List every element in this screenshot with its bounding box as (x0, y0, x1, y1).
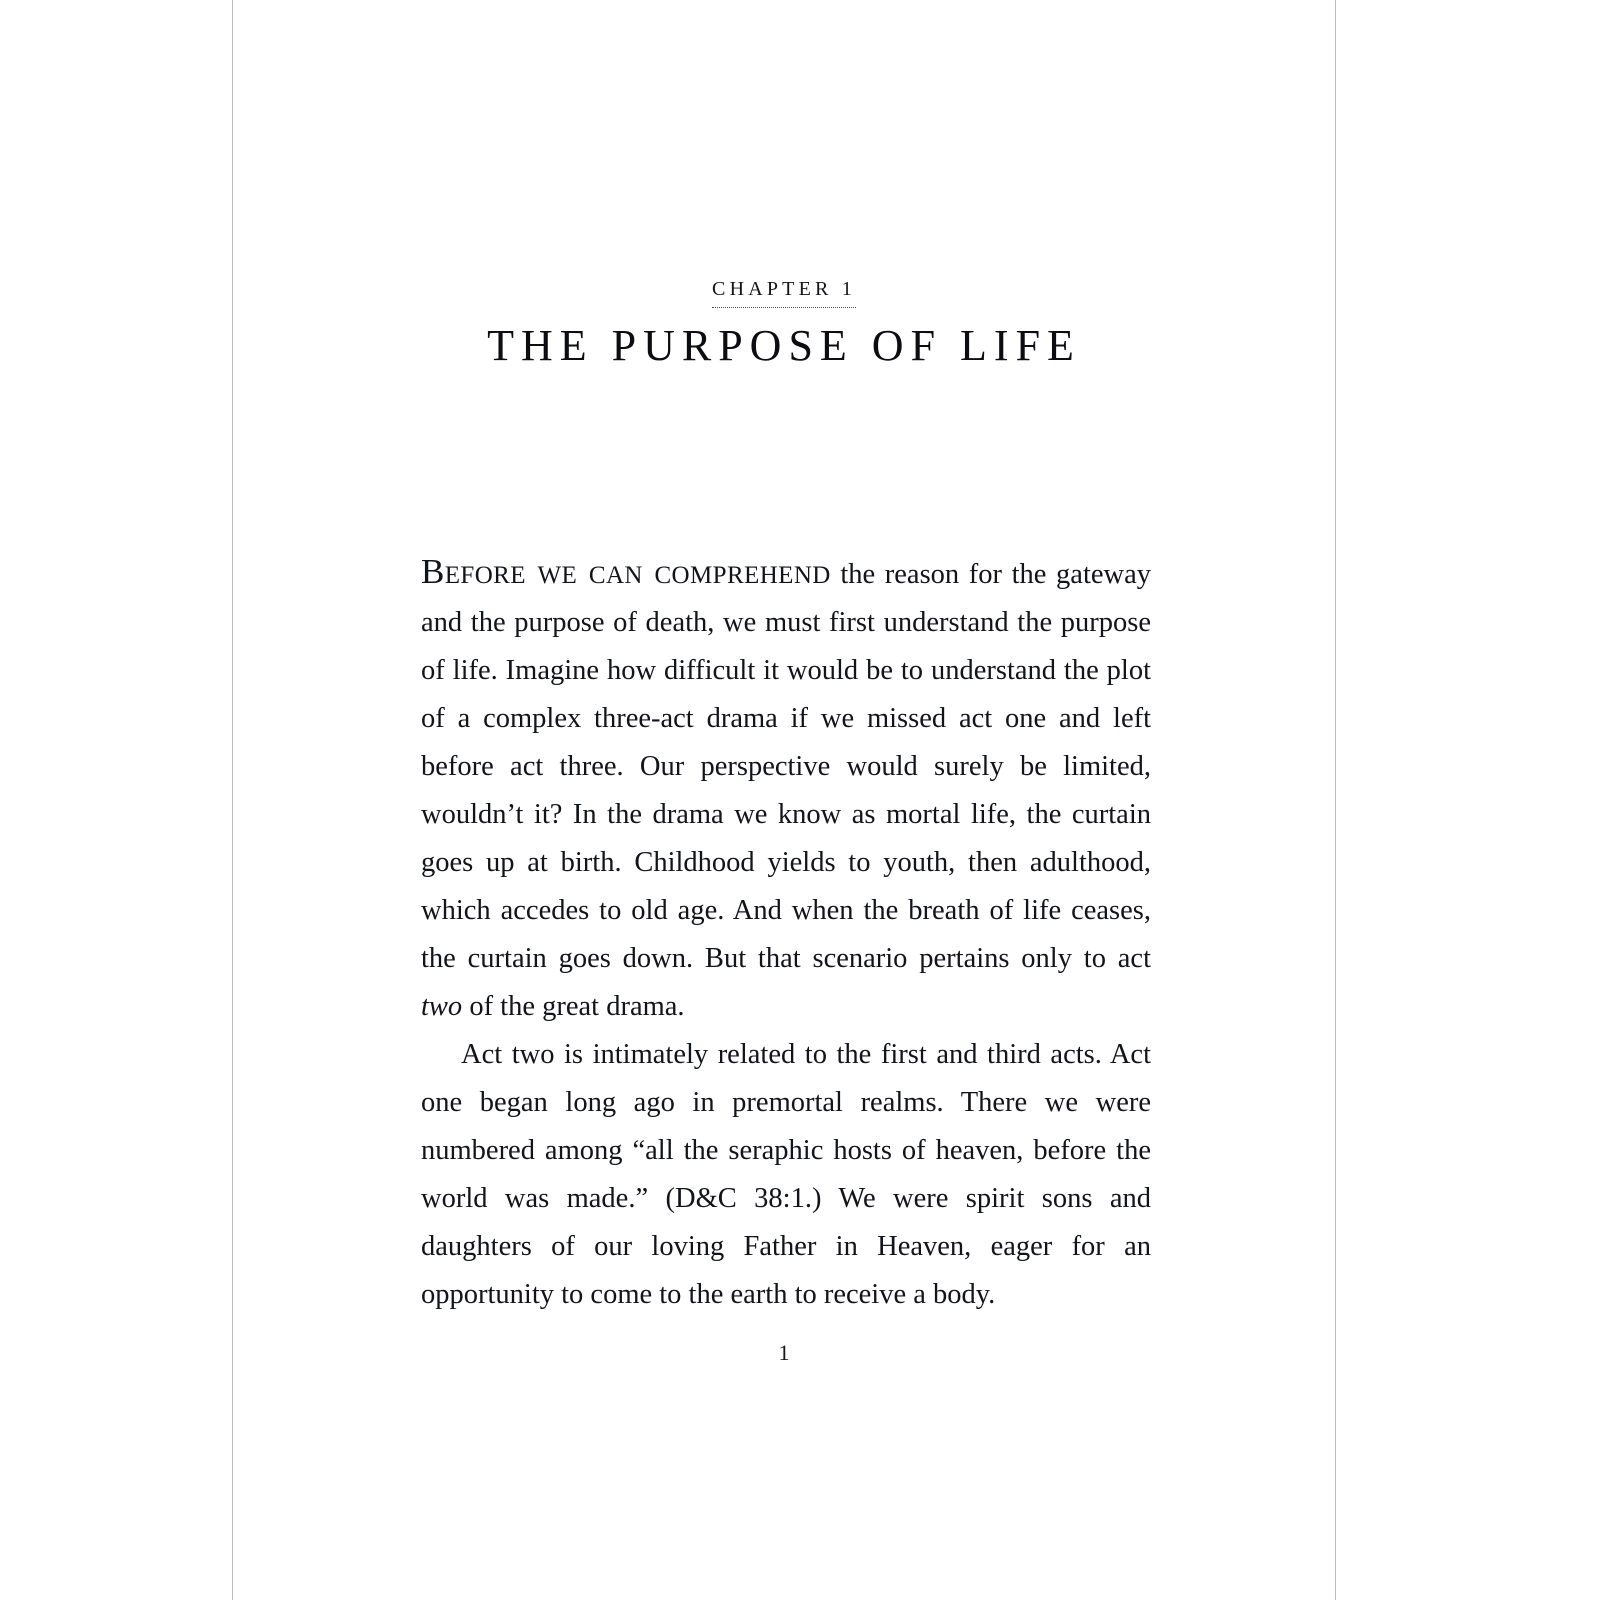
page-title: THE PURPOSE OF LIFE (487, 321, 1081, 370)
chapter-header (233, 278, 1335, 400)
book-page (232, 0, 1336, 1600)
page-content-area (233, 0, 1335, 1600)
paragraph-1-text-tail: of the great drama. (462, 991, 685, 1022)
paragraph-1-italic-word: two (421, 991, 463, 1022)
paragraph-1-opening-smallcaps: Before we can comprehend (421, 552, 831, 591)
paragraph-1 (421, 548, 1151, 1031)
page-number: 1 (778, 1340, 790, 1365)
paragraph-2 (421, 1031, 1151, 1319)
body-text-block (421, 548, 1151, 1319)
paragraph-1-text: the reason for the gateway and the purpose of death, we must first understand the purpose of life. Imagine how difficult it would be to understand the plot of a complex three-act drama if we missed act one and left before act three. Our perspective would surely be limited, wouldn’t it? In the drama we know as mortal life, the curtain goes up at birth. Childhood yields to youth, then adulthood, which accedes to old age. And when the breath of life ceases, the curtain goes down. But that scenario pertains only to act (421, 559, 1151, 974)
paragraph-2-text: Act two is intimately related to the first and third acts. Act one began long ago in premortal realms. There we were numbered among “all the seraphic hosts of heaven, before the world was made.” (D&C 38:1.) We were spirit sons and daughters of our loving Father in Heaven, eager for an opportunity to come to the earth to receive a body. (421, 1039, 1151, 1310)
chapter-number-label: CHAPTER 1 (712, 278, 856, 308)
